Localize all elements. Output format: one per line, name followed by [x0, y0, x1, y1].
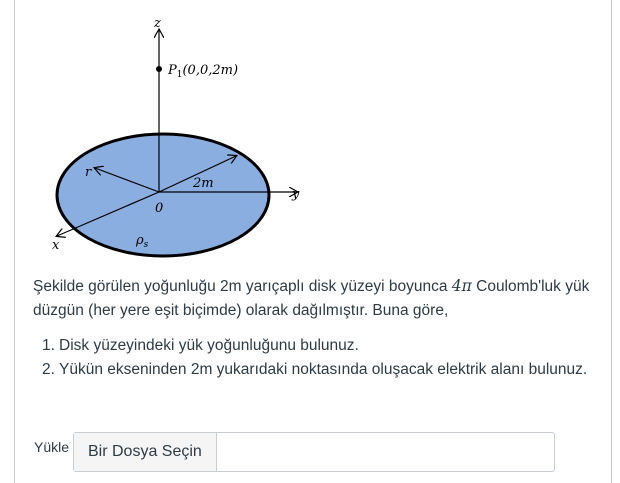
y-label: y [292, 187, 300, 202]
point-subscript: 1 [176, 70, 183, 80]
list-item [42, 358, 587, 382]
item-text: Yükün ekseninden 2m yukarıdaki noktasında oluşacak elektrik alanı bulunuz. [59, 361, 588, 378]
z-label: z [154, 16, 161, 31]
x-label: x [52, 238, 60, 253]
point-label [167, 63, 238, 80]
r-label: r [85, 165, 92, 180]
charged-disk [57, 134, 269, 256]
point-p1 [156, 66, 162, 72]
item-number: 2. [42, 361, 55, 378]
file-upload-field[interactable] [73, 432, 555, 472]
question-rest: Coulomb'luk yük düzgün (her yere eşit biçimde) olarak dağılmıştır. Buna göre, [33, 278, 590, 319]
list-item [42, 334, 587, 358]
radius-label: 2m [193, 176, 214, 191]
choose-file-button[interactable]: Bir Dosya Seçin [74, 433, 217, 471]
file-name-display [217, 433, 554, 471]
disk-figure [40, 10, 310, 260]
upload-label: Yükle [34, 439, 70, 455]
density-subscript: s [143, 240, 149, 250]
origin-label: 0 [155, 201, 164, 216]
question-text [33, 274, 603, 323]
question-intro: Şekilde görülen yoğunluğu 2m yarıçaplı disk yüzeyi boyunca [33, 278, 448, 295]
question-items [42, 334, 587, 382]
item-number: 1. [42, 337, 55, 354]
density-symbol: ρ [136, 233, 144, 248]
charge-value: 4π [451, 277, 472, 295]
item-text: Disk yüzeyindeki yük yoğunluğunu bulunuz. [59, 337, 359, 354]
point-coords: (0,0,2m) [182, 63, 239, 78]
point-name: P [168, 63, 177, 78]
